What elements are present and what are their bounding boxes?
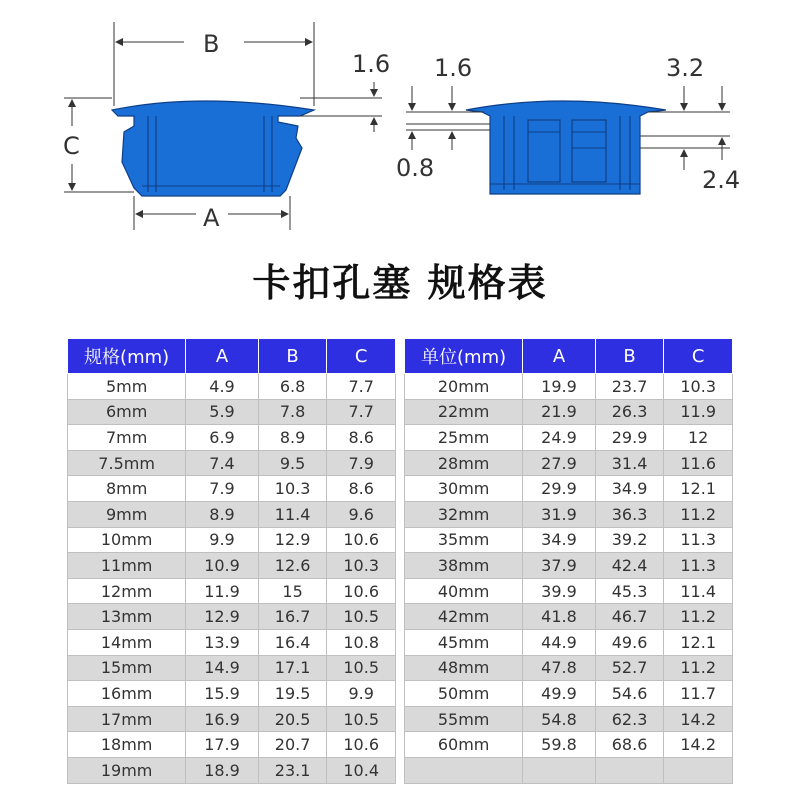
table-cell: 12.1	[664, 629, 733, 655]
table-cell: 5mm	[68, 374, 186, 400]
table-cell	[664, 757, 733, 783]
table-cell: 20.5	[258, 706, 327, 732]
table-cell: 23.7	[595, 374, 664, 400]
table-cell: 9.9	[327, 681, 396, 707]
table-cell: 10.3	[258, 476, 327, 502]
table-cell: 12.6	[258, 553, 327, 579]
table-row	[405, 476, 733, 502]
left-label-thickness: 1.6	[352, 50, 391, 78]
table-cell: 10.3	[664, 374, 733, 400]
table-cell: 50mm	[405, 681, 523, 707]
column-header: 规格(mm)	[68, 339, 186, 374]
table-cell: 45mm	[405, 629, 523, 655]
table-row	[405, 681, 733, 707]
table-cell: 11.3	[664, 553, 733, 579]
table-cell: 11.6	[664, 450, 733, 476]
table-cell: 49.9	[523, 681, 596, 707]
table-cell: 13.9	[186, 629, 259, 655]
table-row	[405, 655, 733, 681]
table-cell: 59.8	[523, 732, 596, 758]
table-cell: 26.3	[595, 399, 664, 425]
table-row	[405, 757, 733, 783]
table-cell: 39.9	[523, 578, 596, 604]
page-title: 卡扣孔塞 规格表	[252, 261, 548, 305]
table-cell: 34.9	[595, 476, 664, 502]
table-cell: 8.9	[186, 501, 259, 527]
table-cell: 15	[258, 578, 327, 604]
table-cell: 10.3	[327, 553, 396, 579]
spec-table-left	[67, 338, 396, 784]
table-row	[405, 629, 733, 655]
table-cell: 5.9	[186, 399, 259, 425]
table-cell: 13mm	[68, 604, 186, 630]
table-cell: 29.9	[523, 476, 596, 502]
left-label-c: C	[63, 132, 80, 160]
table-cell: 6.8	[258, 374, 327, 400]
left-label-b: B	[203, 30, 220, 58]
table-cell: 8.6	[327, 476, 396, 502]
table-cell: 11.2	[664, 655, 733, 681]
table-cell: 14.2	[664, 732, 733, 758]
table-cell: 11.3	[664, 527, 733, 553]
table-cell: 11.4	[664, 578, 733, 604]
table-cell: 30mm	[405, 476, 523, 502]
right-label-top-left: 1.6	[434, 54, 473, 82]
table-row	[405, 501, 733, 527]
table-cell: 29.9	[595, 425, 664, 451]
table-cell: 45.3	[595, 578, 664, 604]
right-label-top-right: 3.2	[666, 54, 705, 82]
table-row	[405, 706, 733, 732]
spec-table-right	[404, 338, 733, 784]
table-cell: 46.7	[595, 604, 664, 630]
table-cell: 34.9	[523, 527, 596, 553]
table-cell: 9.5	[258, 450, 327, 476]
table-cell: 23.1	[258, 757, 327, 783]
table-row	[405, 527, 733, 553]
table-cell	[405, 757, 523, 783]
table-row	[405, 604, 733, 630]
column-header: A	[186, 339, 259, 374]
table-cell: 6.9	[186, 425, 259, 451]
table-row	[405, 578, 733, 604]
table-row	[405, 374, 733, 400]
plug-diagram	[0, 0, 800, 240]
table-cell: 12mm	[68, 578, 186, 604]
table-row	[68, 757, 396, 783]
table-cell: 14.9	[186, 655, 259, 681]
table-cell: 15.9	[186, 681, 259, 707]
table-cell: 11.4	[258, 501, 327, 527]
table-cell: 7.5mm	[68, 450, 186, 476]
table-row	[68, 706, 396, 732]
table-cell: 12	[664, 425, 733, 451]
column-header: B	[595, 339, 664, 374]
table-cell: 10.6	[327, 527, 396, 553]
table-cell: 18mm	[68, 732, 186, 758]
table-row	[68, 604, 396, 630]
table-row	[405, 399, 733, 425]
table-cell: 7.7	[327, 399, 396, 425]
table-cell: 17.9	[186, 732, 259, 758]
table-cell: 20mm	[405, 374, 523, 400]
table-cell: 11mm	[68, 553, 186, 579]
table-cell: 68.6	[595, 732, 664, 758]
table-row	[68, 578, 396, 604]
table-cell: 10.9	[186, 553, 259, 579]
table-cell: 7.8	[258, 399, 327, 425]
table-cell: 12.1	[664, 476, 733, 502]
table-cell: 22mm	[405, 399, 523, 425]
table-cell: 7.4	[186, 450, 259, 476]
table-cell: 25mm	[405, 425, 523, 451]
table-cell: 10mm	[68, 527, 186, 553]
table-cell: 8.9	[258, 425, 327, 451]
column-header: C	[327, 339, 396, 374]
table-cell: 31.4	[595, 450, 664, 476]
table-cell: 40mm	[405, 578, 523, 604]
table-row	[68, 629, 396, 655]
table-cell: 7mm	[68, 425, 186, 451]
table-cell: 20.7	[258, 732, 327, 758]
table-cell: 27.9	[523, 450, 596, 476]
table-cell: 10.6	[327, 732, 396, 758]
table-cell: 16mm	[68, 681, 186, 707]
table-row	[68, 655, 396, 681]
table-cell: 42.4	[595, 553, 664, 579]
table-row	[68, 399, 396, 425]
table-cell: 17mm	[68, 706, 186, 732]
table-row	[68, 374, 396, 400]
right-label-mid-left: 0.8	[396, 154, 435, 182]
table-cell: 47.8	[523, 655, 596, 681]
table-cell: 55mm	[405, 706, 523, 732]
table-cell: 11.2	[664, 604, 733, 630]
table-cell: 19mm	[68, 757, 186, 783]
table-row	[68, 450, 396, 476]
table-cell: 35mm	[405, 527, 523, 553]
table-cell: 39.2	[595, 527, 664, 553]
table-row	[68, 476, 396, 502]
table-cell: 8mm	[68, 476, 186, 502]
right-plug-section-view	[466, 101, 666, 194]
table-cell: 31.9	[523, 501, 596, 527]
table-row	[68, 681, 396, 707]
table-cell: 11.7	[664, 681, 733, 707]
table-cell: 32mm	[405, 501, 523, 527]
table-cell: 10.4	[327, 757, 396, 783]
table-row	[68, 501, 396, 527]
table-cell: 10.5	[327, 706, 396, 732]
table-row	[405, 553, 733, 579]
left-plug-side-view	[112, 101, 314, 196]
left-plug-body	[112, 101, 314, 196]
table-cell: 10.6	[327, 578, 396, 604]
table-cell: 60mm	[405, 732, 523, 758]
table-cell: 52.7	[595, 655, 664, 681]
table-cell: 8.6	[327, 425, 396, 451]
table-cell: 62.3	[595, 706, 664, 732]
table-cell: 54.8	[523, 706, 596, 732]
table-cell: 49.6	[595, 629, 664, 655]
table-cell: 9.6	[327, 501, 396, 527]
table-cell: 12.9	[258, 527, 327, 553]
table-cell: 11.9	[664, 399, 733, 425]
table-row	[68, 732, 396, 758]
table-cell	[595, 757, 664, 783]
table-cell: 16.4	[258, 629, 327, 655]
table-cell: 9.9	[186, 527, 259, 553]
table-cell: 14.2	[664, 706, 733, 732]
table-cell: 7.9	[186, 476, 259, 502]
table-header-row	[405, 339, 733, 374]
left-label-a: A	[203, 204, 220, 232]
right-plug-body	[466, 101, 666, 194]
table-cell: 9mm	[68, 501, 186, 527]
table-cell: 19.5	[258, 681, 327, 707]
table-row	[405, 732, 733, 758]
table-cell: 41.8	[523, 604, 596, 630]
table-cell: 37.9	[523, 553, 596, 579]
table-cell	[523, 757, 596, 783]
table-cell: 7.7	[327, 374, 396, 400]
table-cell: 15mm	[68, 655, 186, 681]
table-cell: 24.9	[523, 425, 596, 451]
table-row	[68, 425, 396, 451]
column-header: C	[664, 339, 733, 374]
table-row	[405, 425, 733, 451]
column-header: A	[523, 339, 596, 374]
table-cell: 16.7	[258, 604, 327, 630]
table-cell: 12.9	[186, 604, 259, 630]
table-cell: 18.9	[186, 757, 259, 783]
table-row	[68, 527, 396, 553]
table-cell: 10.8	[327, 629, 396, 655]
table-cell: 16.9	[186, 706, 259, 732]
table-cell: 17.1	[258, 655, 327, 681]
table-cell: 42mm	[405, 604, 523, 630]
table-header-row	[68, 339, 396, 374]
table-cell: 6mm	[68, 399, 186, 425]
table-cell: 19.9	[523, 374, 596, 400]
table-row	[405, 450, 733, 476]
table-cell: 11.9	[186, 578, 259, 604]
table-cell: 10.5	[327, 655, 396, 681]
column-header: B	[258, 339, 327, 374]
table-cell: 11.2	[664, 501, 733, 527]
table-cell: 28mm	[405, 450, 523, 476]
table-cell: 38mm	[405, 553, 523, 579]
table-cell: 14mm	[68, 629, 186, 655]
table-cell: 48mm	[405, 655, 523, 681]
table-cell: 21.9	[523, 399, 596, 425]
table-row	[68, 553, 396, 579]
table-cell: 10.5	[327, 604, 396, 630]
table-cell: 4.9	[186, 374, 259, 400]
table-cell: 36.3	[595, 501, 664, 527]
table-cell: 44.9	[523, 629, 596, 655]
table-cell: 7.9	[327, 450, 396, 476]
table-cell: 54.6	[595, 681, 664, 707]
column-header: 单位(mm)	[405, 339, 523, 374]
right-label-mid-right: 2.4	[702, 166, 741, 194]
